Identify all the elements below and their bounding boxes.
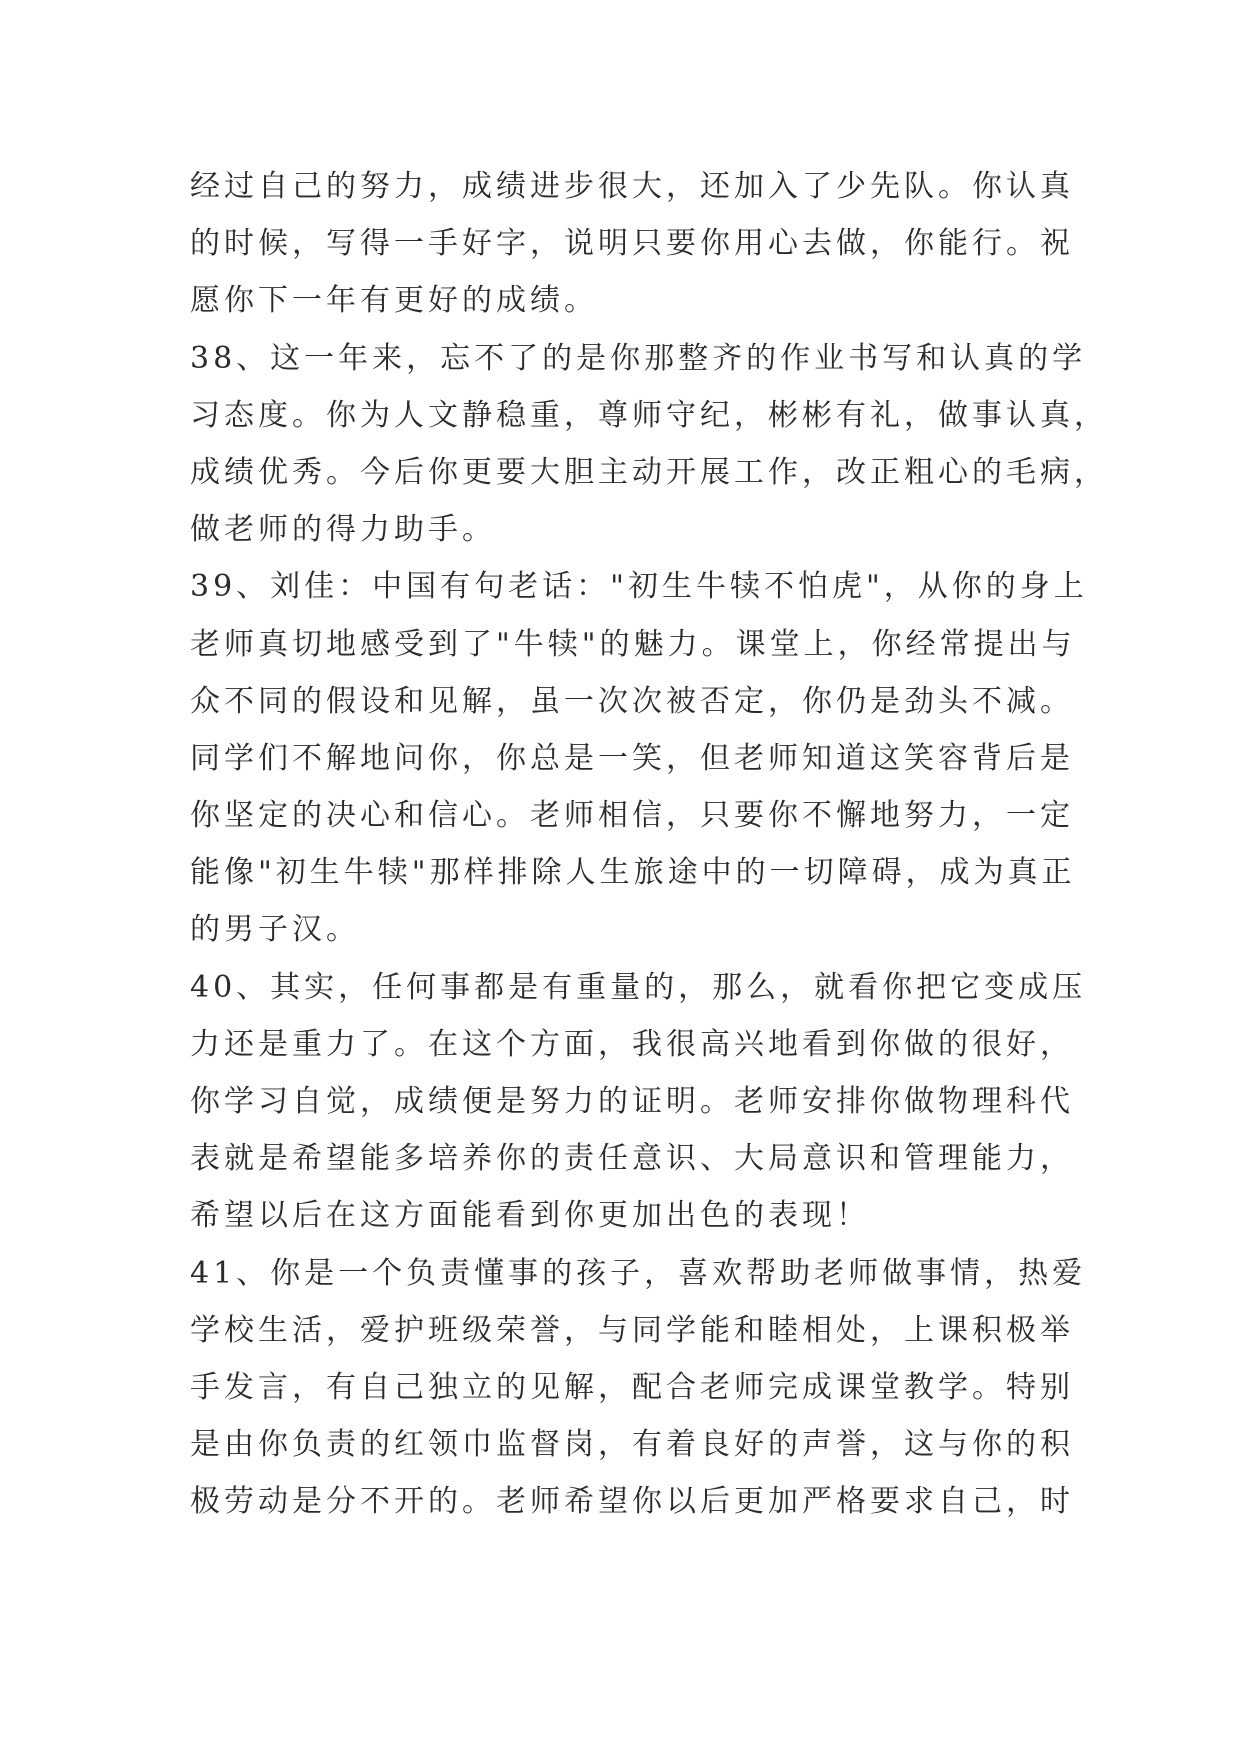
text-line-1: 经过自己的努力，成绩进步很大，还加入了少先队。你认真: [190, 169, 1074, 204]
text-line-3: 愿你下一年有更好的成绩。: [190, 283, 598, 319]
text-line-14: 的男子汉。: [190, 912, 360, 948]
text-line-20: 41、你是一个负责懂事的孩子，喜欢帮助老师做事情，热爱: [190, 1255, 1087, 1291]
text-line-5: 习态度。你为人文静稳重，尊师守纪，彬彬有礼，做事认真，: [190, 397, 1108, 433]
text-line-22: 手发言，有自己独立的见解，配合老师完成课堂教学。特别: [190, 1369, 1074, 1405]
text-line-10: 众不同的假设和见解，虽一次次被否定，你仍是劲头不减。: [190, 683, 1074, 719]
text-line-6: 成绩优秀。今后你更要大胆主动开展工作，改正粗心的毛病，: [190, 454, 1108, 490]
text-line-23: 是由你负责的红领巾监督岗，有着良好的声誉，这与你的积: [190, 1427, 1074, 1463]
text-line-24: 极劳动是分不开的。老师希望你以后更加严格要求自己，时: [190, 1484, 1074, 1520]
text-line-4: 38、这一年来，忘不了的是你那整齐的作业书写和认真的学: [190, 340, 1087, 376]
text-line-7: 做老师的得力助手。: [190, 512, 496, 548]
document-body: [190, 158, 1108, 1531]
text-line-16: 力还是重力了。在这个方面，我很高兴地看到你做的很好，: [190, 1026, 1074, 1062]
text-line-18: 表就是希望能多培养你的责任意识、大局意识和管理能力，: [190, 1141, 1074, 1177]
text-line-8: 39、刘佳：中国有句老话："初生牛犊不怕虎"，从你的身上: [190, 569, 1088, 605]
text-line-21: 学校生活，爱护班级荣誉，与同学能和睦相处，上课积极举: [190, 1312, 1074, 1348]
text-line-17: 你学习自觉，成绩便是努力的证明。老师安排你做物理科代: [190, 1084, 1074, 1119]
text-line-11: 同学们不解地问你，你总是一笑，但老师知道这笑容背后是: [190, 740, 1074, 776]
text-line-9: 老师真切地感受到了"牛犊"的魅力。课堂上，你经常提出与: [190, 626, 1076, 662]
text-line-12: 你坚定的决心和信心。老师相信，只要你不懈地努力，一定: [190, 798, 1074, 834]
text-line-2: 的时候，写得一手好字，说明只要你用心去做，你能行。祝: [190, 226, 1074, 262]
text-line-15: 40、其实，任何事都是有重量的，那么，就看你把它变成压: [190, 969, 1087, 1005]
text-line-13: 能像"初生牛犊"那样排除人生旅途中的一切障碍，成为真正: [190, 855, 1076, 891]
text-line-19: 希望以后在这方面能看到你更加出色的表现！: [190, 1198, 870, 1234]
